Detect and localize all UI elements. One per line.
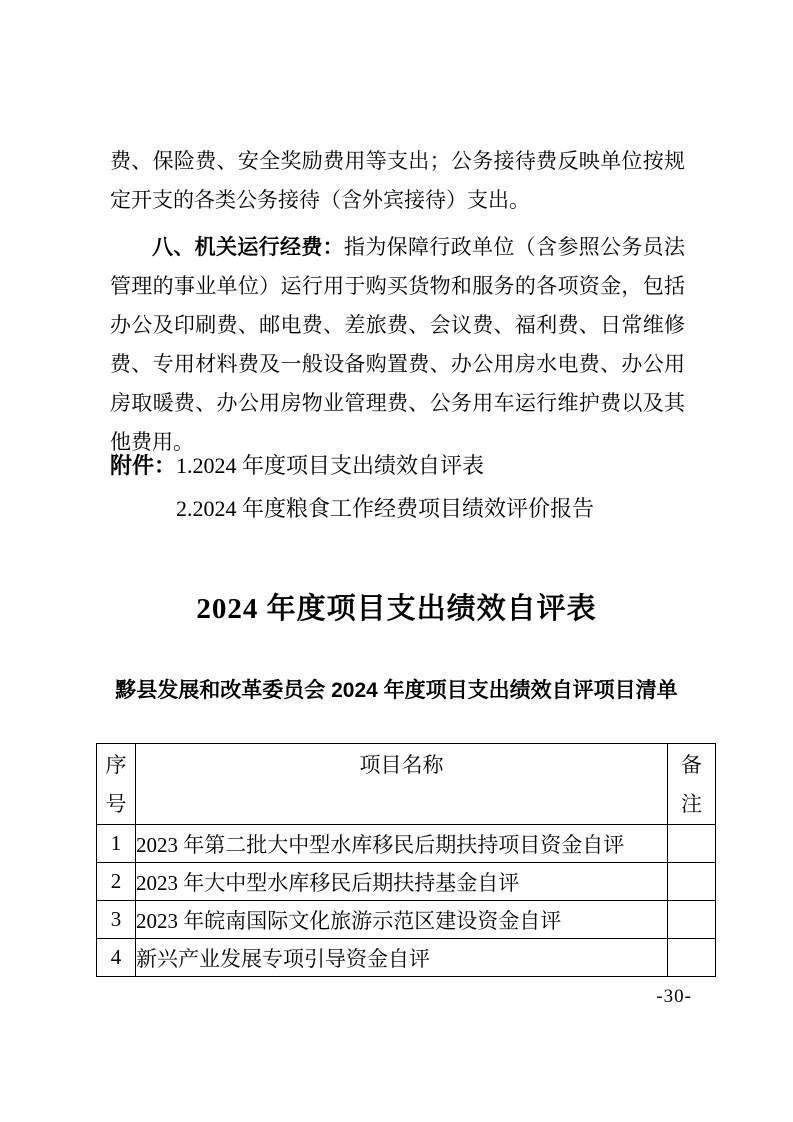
section-heading-bold: 八、机关运行经费： [152, 235, 344, 259]
attachment-item: 1.2024 年度项目支出绩效自评表 [176, 453, 485, 478]
cell-project-name: 2023 年大中型水库移民后期扶持基金自评 [136, 863, 668, 901]
cell-project-name: 新兴产业发展专项引导资金自评 [136, 939, 668, 977]
table-header-row [97, 744, 716, 825]
paragraph-continuation: 费、保险费、安全奖励费用等支出；公务接待费反映单位按规定开支的各类公务接待（含外宾接待）支出。 [110, 149, 685, 212]
page-number: -30- [656, 986, 692, 1007]
attachment-item: 2.2024 年度粮食工作经费项目绩效评价报告 [176, 496, 595, 521]
cell-note [668, 901, 716, 939]
cell-project-name: 2023 年第二批大中型水库移民后期扶持项目资金自评 [136, 825, 668, 863]
table-row [97, 901, 716, 939]
cell-seq: 1 [97, 825, 136, 863]
cell-note [668, 939, 716, 977]
table-row [97, 863, 716, 901]
cell-note [668, 825, 716, 863]
cell-note [668, 863, 716, 901]
cell-project-name: 2023 年皖南国际文化旅游示范区建设资金自评 [136, 901, 668, 939]
page-subtitle: 黟县发展和改革委员会 2024 年度项目支出绩效自评项目清单 [115, 679, 678, 702]
paragraph-section-8 [110, 228, 685, 462]
attachment-list [110, 444, 690, 530]
table-row [97, 825, 716, 863]
body-text [110, 142, 685, 462]
table-row [97, 939, 716, 977]
page-title: 2024 年度项目支出绩效自评表 [196, 593, 597, 625]
attachment-items [176, 444, 594, 530]
header-cell-name [136, 744, 668, 825]
cell-seq: 2 [97, 863, 136, 901]
header-label-seq: 序号 [105, 753, 127, 816]
header-cell-seq [97, 744, 136, 825]
cell-seq: 3 [97, 901, 136, 939]
header-label-note: 备注 [680, 753, 702, 816]
section-body-text: 指为保障行政单位（含参照公务员法管理的事业单位）运行用于购买货物和服务的各项资金，包括办公及印刷费、邮电费、差旅费、会议费、福利费、日常维修费、专用材料费及一般设备购置费、办公用房水电费、办公用房取暖费、办公用房物业管理费、公务用车运行维护费以及其他费用。 [110, 235, 685, 454]
attachment-label: 附件： [110, 453, 177, 478]
header-label-name: 项目名称 [359, 753, 444, 777]
cell-seq: 4 [97, 939, 136, 977]
project-list-table [96, 743, 716, 977]
header-cell-note [668, 744, 716, 825]
